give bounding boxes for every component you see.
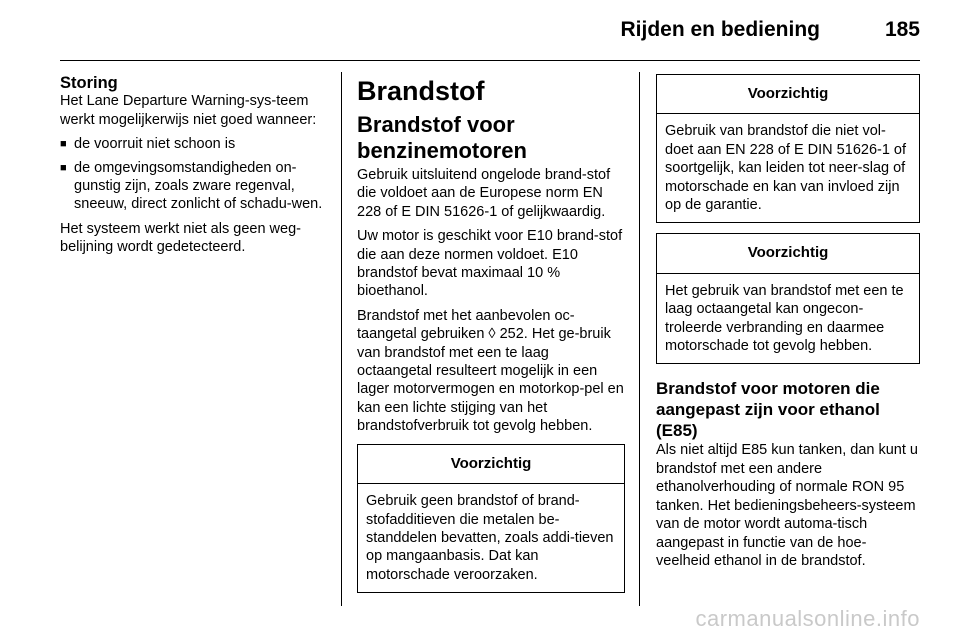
subheading-benzinemotoren: Brandstof voor benzinemotoren [357,112,527,163]
caution-text: Gebruik van brandstof die niet vol-doet aan EN 228 of E DIN 51626-1 of soortgelijk, kan leiden tot neer-slag of motorschade en kan van invloed zijn op de garantie. [665,123,907,214]
caution-box-metal-additives [357,444,625,593]
caution-title: Voorzichtig [657,234,919,273]
list-item-text: de voorruit niet schoon is [74,136,236,153]
section-heading-brandstof: Brandstof [357,76,485,106]
caution-text: Gebruik geen brandstof of brand-stofadditieven die metalen be-standdelen bevatten, zoals addi-tieven op mangaanbasis. Dat kan motorschade veroorzaken. [366,493,614,583]
caution-box-octane [656,233,920,364]
caution-title: Voorzichtig [358,445,624,484]
list-item-text: de omgevingsomstandigheden on-gunstig zijn, zoals zware regenval, sneeuw, direct zonlicht of schadu-wen. [74,159,323,213]
storing-list [60,135,328,214]
caution-text: Het gebruik van brandstof met een te laag octaangetal kan ongecon-troleerde verbranding en daarmee motorschade tot gevolg hebben. [665,282,904,355]
column-left [60,74,328,263]
paragraph-ethanol: Als niet altijd E85 kun tanken, dan kunt u brandstof met een andere ethanolverhouding of normale RON 95 tanken. Het bedieningsbeheers-systeem van de motor wordt automa-tisch aangepast in functie van de hoe-veelheid ethanol in de brandstof. [656,442,918,569]
paragraph-octaangetal-part1: Brandstof met het aanbevolen oc-taangetal gebruiken [357,307,575,343]
watermark: carmanualsonline.info [695,606,920,631]
list-item [60,135,328,153]
page-reference-icon: ◊ [488,326,496,343]
square-bullet-icon: ■ [60,161,67,174]
paragraph-e10: Uw motor is geschikt voor E10 brand-stof die aan deze normen voldoet. E10 brandstof bevat maximaal 10 % bioethanol. [357,228,623,300]
list-item [60,159,328,214]
page-title: Rijden en bediening [620,18,820,41]
square-bullet-icon: ■ [60,138,67,151]
header-divider [60,60,920,61]
paragraph-norm: Gebruik uitsluitend ongelode brand-stof die voldoet aan de Europese norm EN 228 of E DIN 51626-1 of gelijkwaardig. [357,167,611,220]
subheading-ethanol: Brandstof voor motoren die aangepast zijn voor ethanol (E85) [656,379,880,441]
paragraph-octaangetal-part2: 252. Het ge-bruik van brandstof met een te laag octaangetal resulteert mogelijk in een lager motorvermogen en motorkop-pel en kan een lichte stijging van het brandstofverbruik tot gevolg hebben. [357,326,624,435]
section-heading-storing: Storing [60,74,118,92]
column-middle [357,76,625,603]
column-right [656,74,920,576]
storing-intro: Het Lane Departure Warning-sys-teem werkt mogelijkerwijs niet goed wanneer: [60,93,317,128]
paragraph-octaangetal [357,307,625,436]
caution-box-norm [656,74,920,223]
column-divider-right [639,72,640,606]
caution-title: Voorzichtig [657,75,919,114]
page-number: 185 [884,18,920,41]
storing-outro: Het systeem werkt niet als geen weg-belijning wordt gedetecteerd. [60,220,301,256]
column-divider-left [341,72,342,606]
